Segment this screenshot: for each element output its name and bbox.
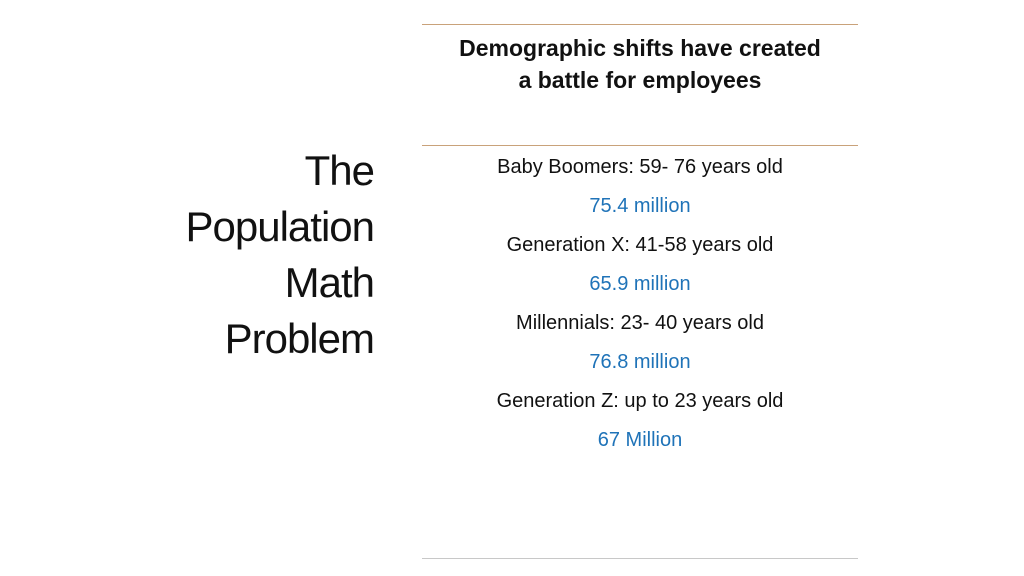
generation-population: 67 Million bbox=[597, 429, 683, 451]
header-line: Demographic shifts have created bbox=[459, 35, 821, 61]
generation-list bbox=[422, 148, 858, 460]
bottom-divider bbox=[422, 558, 858, 559]
top-divider bbox=[422, 24, 858, 25]
generation-label: Millennials: 23- 40 years old bbox=[516, 312, 764, 334]
title-line: Math bbox=[284, 259, 374, 306]
slide-title bbox=[54, 143, 374, 367]
generation-label: Baby Boomers: 59- 76 years old bbox=[497, 156, 783, 178]
table-header bbox=[422, 32, 858, 96]
generation-population: 75.4 million bbox=[589, 195, 691, 217]
header-divider bbox=[422, 145, 858, 146]
generation-label: Generation Z: up to 23 years old bbox=[496, 390, 784, 412]
title-line: Population bbox=[185, 203, 374, 250]
title-line: The bbox=[304, 147, 374, 194]
header-line: a battle for employees bbox=[518, 67, 762, 93]
generation-label: Generation X: 41-58 years old bbox=[506, 234, 774, 256]
generation-population: 65.9 million bbox=[589, 273, 691, 295]
title-line: Problem bbox=[224, 315, 374, 362]
generation-population: 76.8 million bbox=[589, 351, 691, 373]
